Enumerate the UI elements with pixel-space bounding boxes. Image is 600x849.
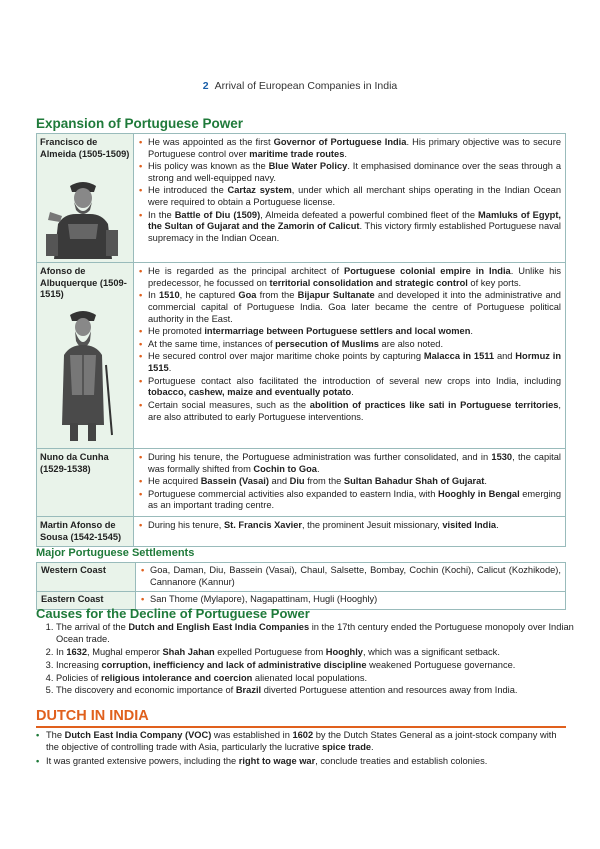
chapter-title: Arrival of European Companies in India (214, 80, 398, 92)
bold-text: maritime trade routes (249, 148, 345, 159)
bold-text: Bijapur Sultanate (297, 290, 375, 301)
list-item (138, 520, 561, 532)
bold-text: Blue Water Policy (268, 161, 348, 172)
text-run: . (470, 326, 473, 337)
list-item (56, 685, 586, 697)
text-run: The arrival of the (56, 622, 129, 632)
text-run: , under which all merchant ships operating in the Indian Ocean were required to obtain a Portuguese license. (148, 185, 561, 208)
text-run: , the prominent Jesuit missionary, (302, 520, 443, 531)
governor-name: Afonso de Albuquerque (1509-1515) (40, 266, 127, 300)
bold-text: Cochin to Goa (253, 463, 317, 474)
text-run: At the same time, instances of (148, 338, 276, 349)
list-item: • Goa, Daman, Diu, Bassein (Vasai), Chaul, Salsette, Bombay, Cochin (Kochi), Calicut (Kozhikode), Cannanore (Kannur) (140, 565, 561, 588)
bold-text: Malacca in 1511 (423, 351, 495, 362)
text-run: In (56, 646, 67, 657)
bold-text: right to wage war (238, 755, 316, 766)
bold-text: corruption, inefficiency and lack of administrative discipline (101, 659, 367, 670)
bullet-list (138, 137, 561, 244)
text-run: . It emphasised dominance over the seas through a strong and well-equipped navy. (148, 161, 561, 183)
governor-cell (37, 134, 134, 263)
governor-name: Martin Afonso de Sousa (1542-1545) (40, 520, 122, 542)
text-run: and (494, 351, 516, 362)
bold-text: Mamluks of Egypt, the Sultan of Gujarat and the Zamorin of Calicut (148, 209, 562, 232)
list-item (56, 660, 586, 672)
list-item (138, 185, 561, 208)
page-number: 2 (202, 80, 209, 92)
text-run: weakened Portuguese governance. (366, 659, 516, 670)
text-run: expelled Portuguese from (214, 646, 326, 657)
section-heading-decline: Causes for the Decline of Portuguese Power (36, 606, 310, 621)
list-item (36, 756, 566, 768)
list-item (138, 339, 561, 351)
text-run: , which was a significant setback. (362, 646, 500, 657)
section-heading-expansion: Expansion of Portuguese Power (36, 116, 244, 131)
text-run: and (268, 476, 290, 487)
bold-text: intermarriage between Portuguese settlers and local women (204, 326, 471, 337)
text-run: , Mughal emperor (87, 646, 163, 657)
text-run: . Unlike his predecessor, he focussed on (148, 266, 562, 288)
table-row (37, 449, 566, 517)
text-run: Policies of (56, 672, 101, 683)
text-run: He is regarded as the principal architect of (148, 266, 345, 277)
text-run: in the 17th century ended the Portuguese monopoly over Indian Ocean trade. (56, 622, 574, 644)
bold-text: Sultan Bahadur Shah of Gujarat (343, 476, 485, 487)
bold-text: 1602 (292, 730, 314, 740)
text-run: . (351, 387, 354, 398)
bullet-list (138, 266, 561, 423)
bold-text: religious intolerance and coercion (100, 672, 253, 683)
bold-text: Shah Jahan (162, 646, 215, 657)
bold-text: Portuguese colonial empire in India (344, 266, 511, 277)
text-run: He introduced the (148, 185, 228, 196)
governor-cell (37, 449, 134, 517)
text-run: . (168, 363, 172, 374)
governor-details (134, 263, 566, 449)
bold-text: Cartaz system (227, 185, 292, 196)
list-item (36, 730, 566, 754)
bold-text: Bassein (Vasai) (200, 476, 269, 487)
list-item (138, 400, 561, 423)
text-run: , the capital was formally shifted from (148, 452, 562, 474)
text-run: , conclude treaties and establish colonies. (315, 755, 488, 766)
text-run: was established in (211, 730, 293, 740)
list-item (138, 137, 561, 160)
region-cell: Eastern Coast (37, 592, 136, 610)
list-item (56, 673, 586, 685)
bold-text: territorial consolidation and strategic control (269, 277, 468, 288)
table-row (37, 563, 566, 592)
governor-name: Nuno da Cunha (1529-1538) (40, 452, 109, 474)
governor-cell (37, 263, 134, 449)
decline-causes-list (36, 622, 586, 698)
text-run: and developed it into the administrative and commercial capital of Portuguese India. Goa later became the centre of Portuguese political authority in the East. (148, 290, 561, 324)
text-run: Portuguese commercial activities also expanded to eastern India, with (148, 488, 439, 499)
text-run: Certain social measures, such as the (148, 399, 310, 410)
bold-text: Hormuz in 1515 (148, 351, 561, 374)
bold-text: 1530 (491, 452, 513, 463)
text-run: of key ports. (467, 277, 522, 288)
text-run: During his tenure, (148, 520, 224, 531)
text-run: He secured control over major maritime choke points by capturing (148, 351, 424, 362)
governor-details (134, 449, 566, 517)
list-item: • San Thome (Mylapore), Nagapattinam, Hugli (Hooghly) (140, 594, 561, 606)
text-run: Increasing (56, 659, 102, 670)
settlements-table (36, 562, 566, 610)
bold-text: Battle of Diu (1509) (174, 209, 261, 220)
albuquerque-portrait-image (40, 305, 126, 445)
text-run: In (148, 290, 159, 301)
heading-underline (36, 726, 566, 728)
list-item (138, 210, 561, 245)
places-cell (136, 563, 566, 592)
text-run: The (46, 730, 65, 740)
text-run: In the (148, 209, 175, 220)
text-run: , Almeida defeated a powerful combined fleet of the (260, 209, 479, 220)
governor-name: Francisco de Almeida (1505-1509) (40, 137, 130, 159)
list-item (138, 161, 561, 184)
governor-details (134, 134, 566, 263)
governor-details (134, 517, 566, 547)
list-item (138, 376, 561, 399)
text-run: . His primary objective was to secure Portuguese control over (148, 137, 561, 159)
list-item (56, 647, 586, 659)
bold-text: persecution of Muslims (275, 338, 379, 349)
bold-text: Brazil (235, 685, 262, 696)
governor-cell (37, 517, 134, 547)
table-row (37, 263, 566, 449)
text-run: . (484, 476, 487, 487)
bold-text: Governor of Portuguese India (273, 137, 407, 147)
text-run: He acquired (148, 476, 201, 487)
text-run: His policy was known as the (148, 161, 269, 172)
text-run: , he captured (179, 290, 239, 301)
bold-text: Goa (238, 290, 257, 301)
page-header (0, 80, 600, 92)
text-run: Portuguese contact also facilitated the introduction of several new crops into India, including (148, 375, 561, 386)
bold-text: St. Francis Xavier (223, 520, 302, 531)
text-run: He was appointed as the first (148, 137, 274, 147)
text-run: . (496, 520, 499, 531)
text-run: . This victory firmly established Portuguese naval supremacy in the Indian Ocean. (148, 221, 561, 243)
text-run: are also noted. (378, 338, 444, 349)
bold-text: abolition of practices like sati in Portuguese territories (309, 399, 559, 410)
text-run: , are also attributed to early Portuguese interventions. (148, 399, 561, 422)
bold-text: spice trade (321, 741, 372, 752)
table-row (37, 134, 566, 263)
bold-text: Hooghly in Bengal (438, 488, 520, 499)
section-heading-dutch: DUTCH IN INDIA (36, 708, 149, 724)
text-run: by the Dutch States General as a joint-stock company with the objective of controlling trade with Asia, particularly the lucrative (46, 730, 557, 752)
bullet-list (138, 520, 561, 532)
text-run: The discovery and economic importance of (56, 685, 236, 696)
region-cell: Western Coast (37, 563, 136, 592)
almeida-portrait-image (40, 164, 126, 259)
table-row (37, 517, 566, 547)
text-run: . (316, 463, 320, 474)
list-item (56, 622, 586, 646)
bold-text: 1510 (158, 290, 180, 301)
text-run: alienated local populations. (252, 672, 368, 683)
text-run: During his tenure, the Portuguese administration was further consolidated, and in (148, 452, 492, 463)
bold-text: Diu (289, 476, 305, 487)
list-item (138, 351, 561, 374)
list-item (138, 266, 561, 289)
list-item (138, 290, 561, 325)
bold-text: 1632 (66, 646, 88, 657)
text-run: from the (256, 290, 298, 301)
list-item (138, 476, 561, 488)
text-run: emerging as an important trading centre. (148, 488, 562, 511)
text-run: It was granted extensive powers, including the (46, 755, 239, 766)
text-run: . (344, 148, 347, 159)
bold-text: tobacco, cashew, maize and eventually potato (148, 387, 352, 398)
expansion-table (36, 133, 566, 547)
bullet-list (138, 452, 561, 512)
dutch-list (36, 730, 566, 770)
section-heading-settlements: Major Portuguese Settlements (36, 547, 195, 559)
list-item (138, 452, 561, 475)
bold-text: Dutch East India Company (VOC) (64, 730, 212, 740)
text-run: diverted Portuguese attention and resources away from India. (261, 685, 518, 696)
text-run: . (371, 741, 374, 752)
text-run: He promoted (148, 326, 205, 337)
list-item (138, 326, 561, 338)
bold-text: Dutch and English East India Companies (128, 622, 310, 632)
bold-text: Hooghly (325, 646, 363, 657)
text-run: from the (304, 476, 344, 487)
list-item (138, 489, 561, 512)
bold-text: visited India (442, 520, 497, 531)
